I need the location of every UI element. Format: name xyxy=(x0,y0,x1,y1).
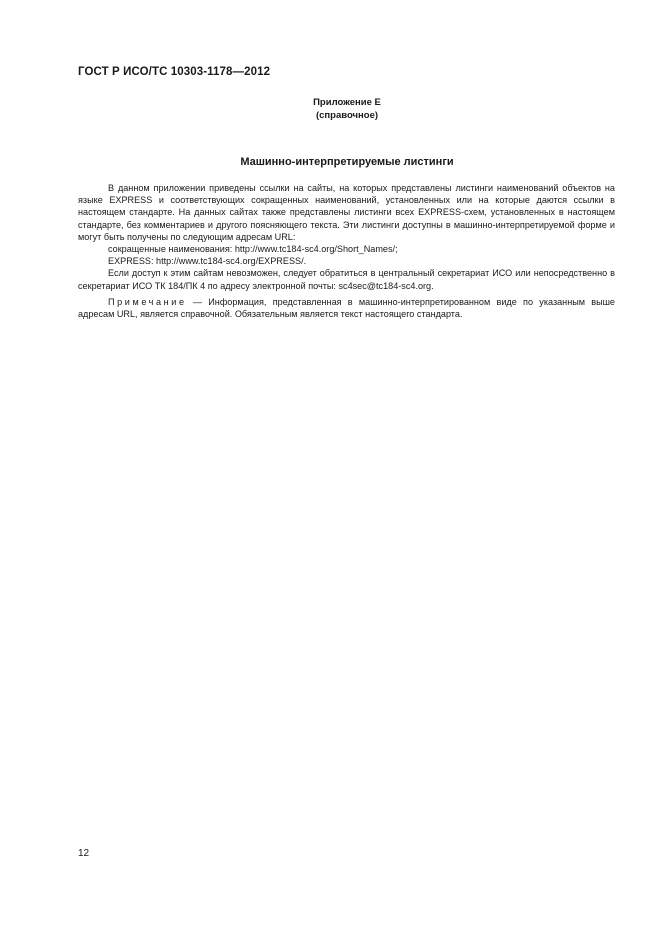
appendix-kind: (справочное) xyxy=(315,110,379,121)
section-title: Машинно-интерпретируемые листинги xyxy=(240,156,454,168)
note-label: Примечание xyxy=(108,296,187,307)
paragraph-intro: В данном приложении приведены ссылки на сайты, на которых представлены листинги наименований объектов на языке EXPRESS и соответствующих сокращенных наименований, установленных или на которые даются ссылки в настоящем стандарте. На данных сайтах также представлены листинги всех EXPRESS-схем, установленных в настоящем стандарте, без комментариев и другого поясняющего текста. Эти листинги доступны в машинно-интерпретируемой форме и могут быть получены по следующим адресам URL: xyxy=(78,183,615,242)
appendix-title: Приложение Е xyxy=(313,97,381,108)
url-short-names: сокращенные наименования: http://www.tc184-sc4.org/Short_Names/; xyxy=(108,244,398,255)
appendix-heading xyxy=(0,96,661,122)
paragraph-contact: Если доступ к этим сайтам невозможен, следует обратиться в центральный секретариат ИСО или непосредственно в секретариат ИСО ТК 184/ПК 4 по адресу электронной почты: sc4sec@tc184-sc4.org. xyxy=(78,268,615,291)
note-text: — Информация, представленная в машинно-интерпретированном виде по указанным выше адресам URL, является справочной. Обязательным является текст настоящего стандарта. xyxy=(78,296,615,320)
note-paragraph xyxy=(78,296,615,320)
body-text xyxy=(78,182,615,320)
document-code-header: ГОСТ Р ИСО/ТС 10303-1178—2012 xyxy=(78,66,271,78)
url-express: EXPRESS: http://www.tc184-sc4.org/EXPRESS/. xyxy=(108,256,307,267)
page-number: 12 xyxy=(78,848,90,859)
